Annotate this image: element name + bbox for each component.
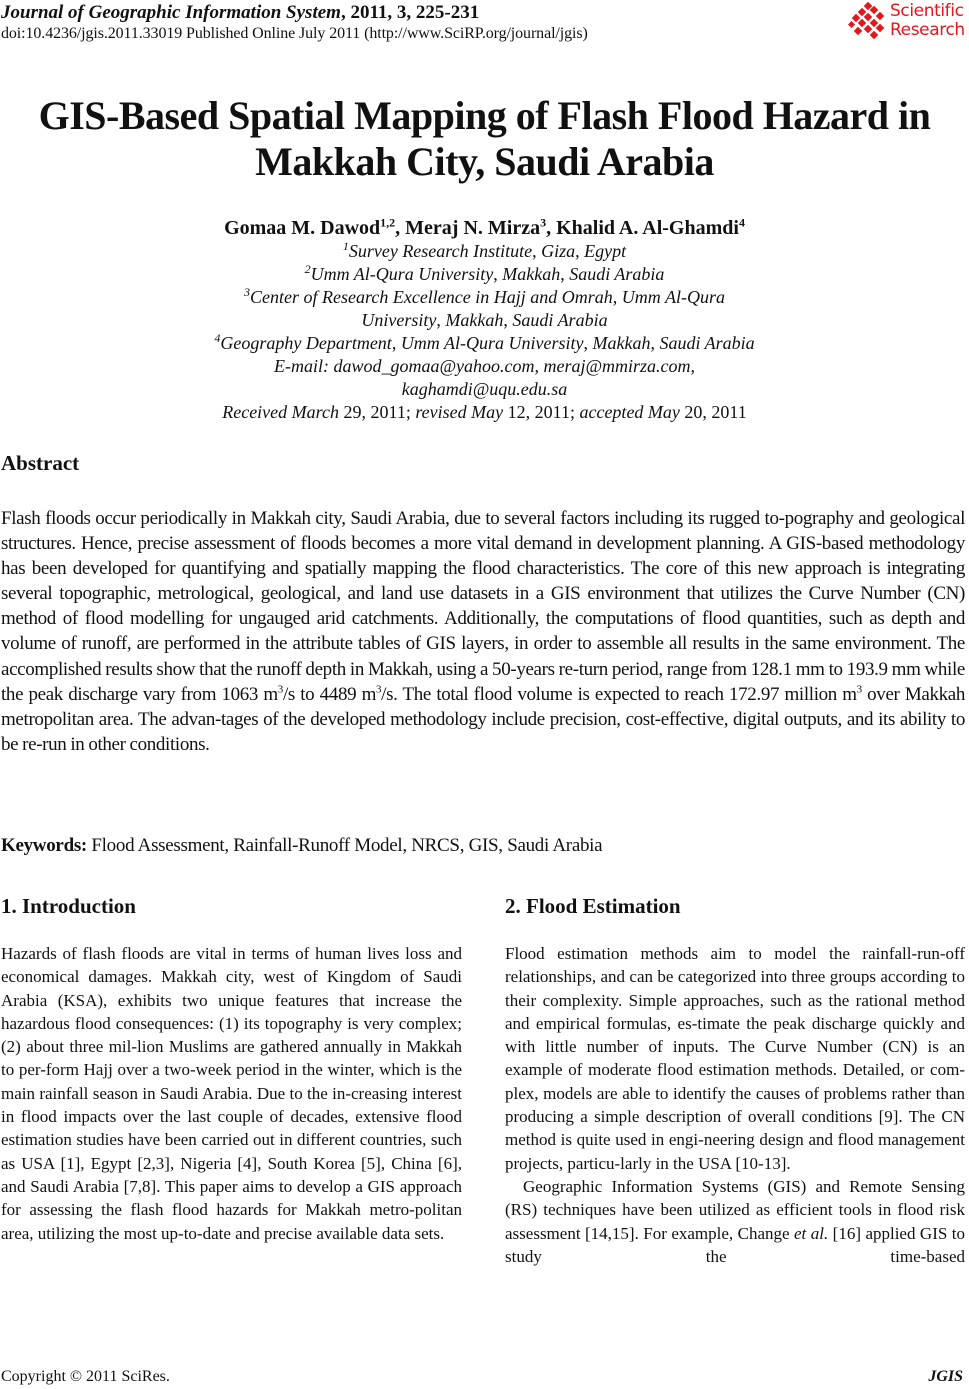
affiliation-country: Saudi Arabia xyxy=(512,310,608,330)
separator: , xyxy=(650,333,660,353)
section-heading-flood-estimation: 2. Flood Estimation xyxy=(505,894,681,918)
section-heading-introduction: 1. Introduction xyxy=(1,894,136,918)
separator: , xyxy=(493,264,503,284)
abstract-text: /s. The total flood volume is expected to reach 172.97 million m xyxy=(381,683,857,705)
affiliation-1 xyxy=(0,240,969,263)
logo-text xyxy=(890,2,965,40)
copyright-notice: Copyright © 2011 SciRes. xyxy=(1,1368,170,1385)
affiliation-university: Umm Al-Qura xyxy=(621,287,725,307)
separator: , xyxy=(503,310,513,330)
affiliation-4 xyxy=(0,332,969,355)
affiliation-city: Makkah xyxy=(592,333,651,353)
affiliation-country: Saudi Arabia xyxy=(659,333,755,353)
separator: , xyxy=(612,287,622,307)
logo-line-1: Scientific xyxy=(890,1,964,21)
separator: , xyxy=(575,241,585,261)
affiliation-country: Egypt xyxy=(584,241,627,261)
introduction-body xyxy=(1,942,462,1245)
diamond-grid-logo-icon xyxy=(848,2,888,42)
separator: , xyxy=(436,310,446,330)
logo-line-2: Research xyxy=(890,20,965,40)
publisher-logo[interactable] xyxy=(848,2,969,42)
abstract-text: over Makkah metropolitan area. The advan-tages of the developed methodology include precision, cost-effective, digital outputs, and its ability to be re-run in other conditions. xyxy=(1,683,965,755)
author-affiliation-marker: 4 xyxy=(738,215,745,230)
separator: , xyxy=(583,333,593,353)
abstract-text: Flash floods occur periodically in Makkah city, Saudi Arabia, due to several factors including its rugged to-pography and geological structures. Hence, precise assessment of floods becomes a more vital demand in development planning. A GIS-based methodology has been developed for quantifying and spatially mapping the flood characteristics. The core of this new approach is integrating several topographic, metrological, geological, and land use datasets in a GIS environment that utilizes the Curve Number (CN) method of flood modelling for ungauged arid catchments. Additionally, the computations of flood quantities, such as depth and volume of runoff, are performed in the attribute tables of GIS layers, in order to assemble all results in the same environment. The accomplished results show that the runoff depth in Makkah, using a 50-years re-turn period, range from 128.1 mm to 193.9 mm while the peak discharge vary from 1063 m xyxy=(1,508,965,705)
superscript: 3 xyxy=(277,683,283,696)
affiliation-city: Giza xyxy=(541,241,576,261)
affiliation-institution: Center of Research Excellence in Hajj and Omrah xyxy=(250,287,613,307)
accepted-date: 20, 2011 xyxy=(679,402,747,422)
revised-label: revised May xyxy=(415,402,504,422)
affiliation-city: Makkah xyxy=(445,310,504,330)
received-date: 29, 2011; xyxy=(338,402,416,422)
affiliation-marker: 3 xyxy=(244,285,251,299)
email-addresses[interactable]: : dawod_gomaa@yahoo.com, meraj@mmirza.com, xyxy=(322,356,696,376)
doi-line: doi:10.4236/jgis.2011.33019 Published Online July 2011 (http://www.SciRP.org/journal/jgis) xyxy=(1,25,588,42)
affiliation-city: Makkah xyxy=(502,264,561,284)
paragraph: Flood estimation methods aim to model the rainfall-run-off relationships, and can be categorized into three groups according to their complexity. Simple approaches, such as the rational method and empirical formulas, es-timate the peak discharge quickly and with little number of inputs. The Curve Number (CN) is an example of moderate flood estimation methods. Detailed, or com-plex, models are able to identify the causes of problems rather than producing a simple description of overall conditions [9]. The CN method is quite used in engi-neering design and flood management projects, particu-larly in the USA [10-13]. xyxy=(505,944,965,1173)
abstract-body xyxy=(1,506,965,757)
italic-text: et al. xyxy=(794,1223,829,1243)
journal-name: Journal of Geographic Information System xyxy=(1,2,341,23)
title-line-1: GIS-Based Spatial Mapping of Flash Flood Hazard in xyxy=(38,93,931,138)
superscript: 3 xyxy=(376,683,382,696)
separator: , xyxy=(560,264,570,284)
author-separator: , xyxy=(395,217,406,239)
affiliation-department: Geography Department xyxy=(220,333,392,353)
journal-citation xyxy=(1,2,479,24)
email-label: E-mail xyxy=(273,356,323,376)
superscript: 3 xyxy=(856,683,862,696)
submission-dates xyxy=(0,401,969,424)
title-line-2: Makkah City, Saudi Arabia xyxy=(255,139,714,184)
affiliation-country: Saudi Arabia xyxy=(569,264,665,284)
affiliation-marker: 4 xyxy=(214,331,221,345)
author-affiliation-marker: 1,2 xyxy=(380,215,396,230)
affiliation-institution: University xyxy=(361,310,437,330)
email-line-2[interactable]: kaghamdi@uqu.edu.sa xyxy=(401,379,568,399)
journal-issue: , 2011, 3, 225-231 xyxy=(340,2,480,23)
paragraph: Hazards of flash floods are vital in terms of human lives loss and economical damages. Makkah city, west of Kingdom of Saudi Arabia (KSA), exhibits two unique features that increase the hazardous flood consequences: (1) its topography is very complex; (2) about three mil-lion Muslims are gathered annually in Makkah to per-form Hajj over a two-week period in the winter, which is the main rainfall season in Saudi Arabia. Due to the in-creasing interest in flood impacts over the last couple of decades, extensive flood estimation studies have been carried out in different countries, such as USA [1], Egypt [2,3], Nigeria [4], South Korea [5], China [6], and Saudi Arabia [7,8]. This paper aims to develop a GIS approach for assessing the flash flood hazards for Makkah metro-politan area, utilizing the most up-to-date and precise available data sets. xyxy=(1,944,462,1243)
flood-estimation-body xyxy=(505,942,965,1268)
author-separator: , xyxy=(546,217,557,239)
paper-title xyxy=(0,93,969,185)
affiliation-marker: 2 xyxy=(304,262,311,276)
paragraph-text: Geographic Information Systems (GIS) and Remote Sensing (RS) techniques have been utilized as efficient tools in flood risk assessment [14,15]. For example, Change xyxy=(505,1176,965,1243)
affiliation-institution: Umm Al-Qura University xyxy=(400,333,584,353)
affiliation-marker: 1 xyxy=(342,239,349,253)
affiliation-3-continued xyxy=(0,309,969,332)
email-line xyxy=(0,355,969,378)
separator: , xyxy=(532,241,542,261)
accepted-label: accepted May xyxy=(579,402,680,422)
author-affiliation-marker: 3 xyxy=(540,215,547,230)
abstract-heading: Abstract xyxy=(1,451,80,475)
author-name: Meraj N. Mirza xyxy=(405,217,541,239)
keywords xyxy=(1,834,602,858)
affiliation-institution: Survey Research Institute xyxy=(348,241,533,261)
keywords-value: Flood Assessment, Rainfall-Runoff Model, NRCS, GIS, Saudi Arabia xyxy=(86,835,603,856)
journal-abbreviation: JGIS xyxy=(928,1368,963,1385)
paragraph xyxy=(505,1175,965,1268)
author-name: Khalid A. Al-Ghamdi xyxy=(556,217,739,239)
author-list xyxy=(0,216,969,240)
author-name: Gomaa M. Dawod xyxy=(224,217,381,239)
revised-date: 12, 2011; xyxy=(503,402,580,422)
keywords-label: Keywords: xyxy=(1,835,87,856)
affiliation-institution: Umm Al-Qura University xyxy=(310,264,494,284)
abstract-text: /s to 4489 m xyxy=(282,683,377,705)
affiliation-3 xyxy=(0,286,969,309)
received-label: Received March xyxy=(222,402,339,422)
paragraph-text: [16] applied GIS to study the time-based xyxy=(505,1223,966,1266)
separator: , xyxy=(391,333,401,353)
affiliation-2 xyxy=(0,263,969,286)
